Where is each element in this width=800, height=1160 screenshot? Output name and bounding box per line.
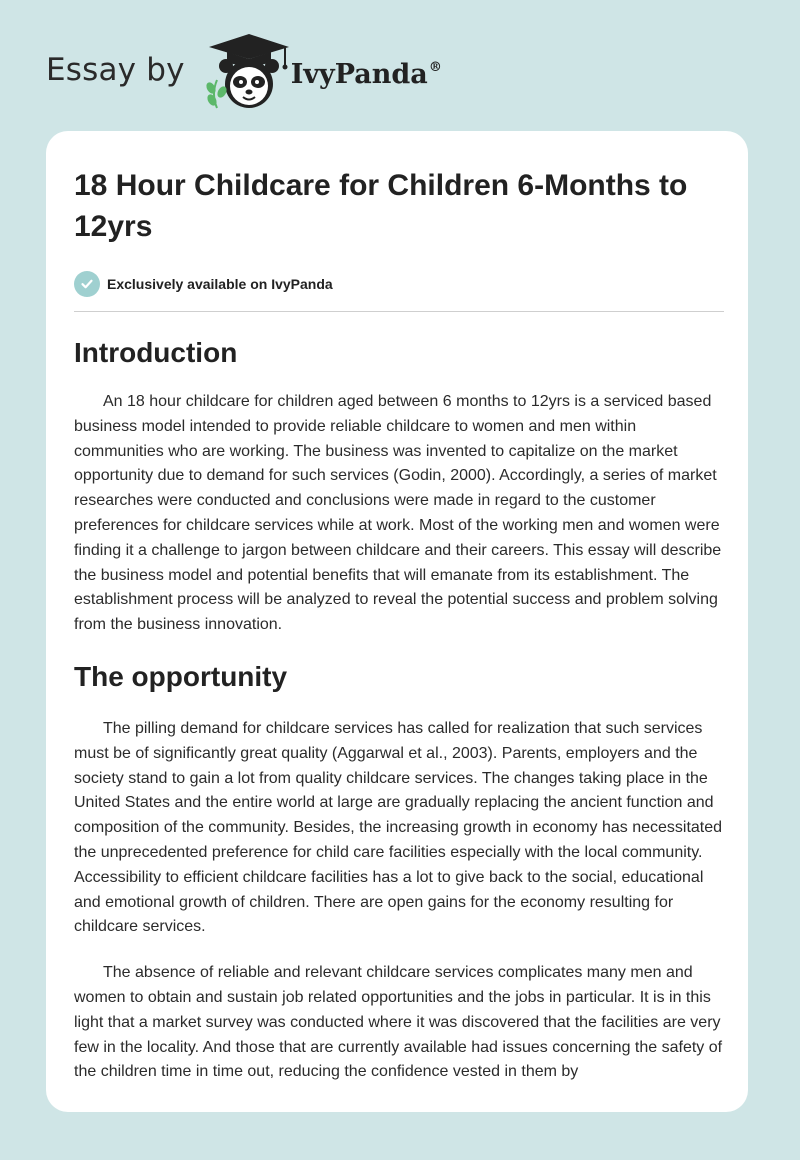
paragraph: An 18 hour childcare for children aged between 6 months to 12yrs is a serviced based business model intended to provide reliable childcare to women and men within communities who are working. The business was invented to capitalize on the market opportunity due to demand for such services (Godin, 2000). Accordingly, a series of market researches were conducted and conclusions were made in regard to the customer preferences for childcare services while at work. Most of the working men and women were finding it a challenge to jargon between childcare and their careers. This essay will describe the business model and potential benefits that will emanate from its establishment. The establishment process will be analyzed to reveal the potential success and problem solving from the business innovation. bbox=[74, 393, 722, 634]
exclusive-badge bbox=[74, 271, 724, 297]
paragraph: The pilling demand for childcare services has called for realization that such services must be of significantly great quality (Aggarwal et al., 2003). Parents, employers and the society stand to gain a lot from quality childcare services. The changes taking place in the United States and the entire world at large are gradually replacing the ancient function and composition of the community. Besides, the increasing growth in economy has necessitated the unprecedented preference for child care facilities especially with the local community. Accessibility to efficient childcare facilities has a lot to give back to the social, educational and emotional growth of children. There are open gains for the economy resulting for childcare services. bbox=[74, 719, 723, 936]
site-header bbox=[46, 32, 442, 112]
brand-name-text: IvyPanda bbox=[290, 58, 428, 90]
divider bbox=[74, 311, 724, 312]
registered-mark: ® bbox=[428, 59, 442, 75]
essay-card bbox=[46, 131, 748, 1112]
essay-title: 18 Hour Childcare for Children 6-Months to 12yrs bbox=[74, 169, 688, 243]
paragraph: The absence of reliable and relevant childcare services complicates many men and women to obtain and sustain job related opportunities and the jobs in particular. It is in this light that a market survey was conducted where it was discovered that the facilities are very few in the locality. And those that are currently available had issues concerning the safety of the children time in time out, reducing the confidence vested in them by bbox=[74, 964, 723, 1081]
section-heading-introduction: Introduction bbox=[74, 337, 238, 368]
essay-content bbox=[74, 165, 724, 1085]
section-heading-opportunity: The opportunity bbox=[74, 660, 288, 692]
panda-logo-icon[interactable] bbox=[197, 32, 297, 112]
essay-by-label: Essay by bbox=[46, 52, 185, 88]
checkmark-icon bbox=[74, 271, 100, 297]
exclusive-label: Exclusively available on IvyPanda bbox=[107, 276, 333, 292]
brand-name[interactable] bbox=[291, 59, 442, 90]
